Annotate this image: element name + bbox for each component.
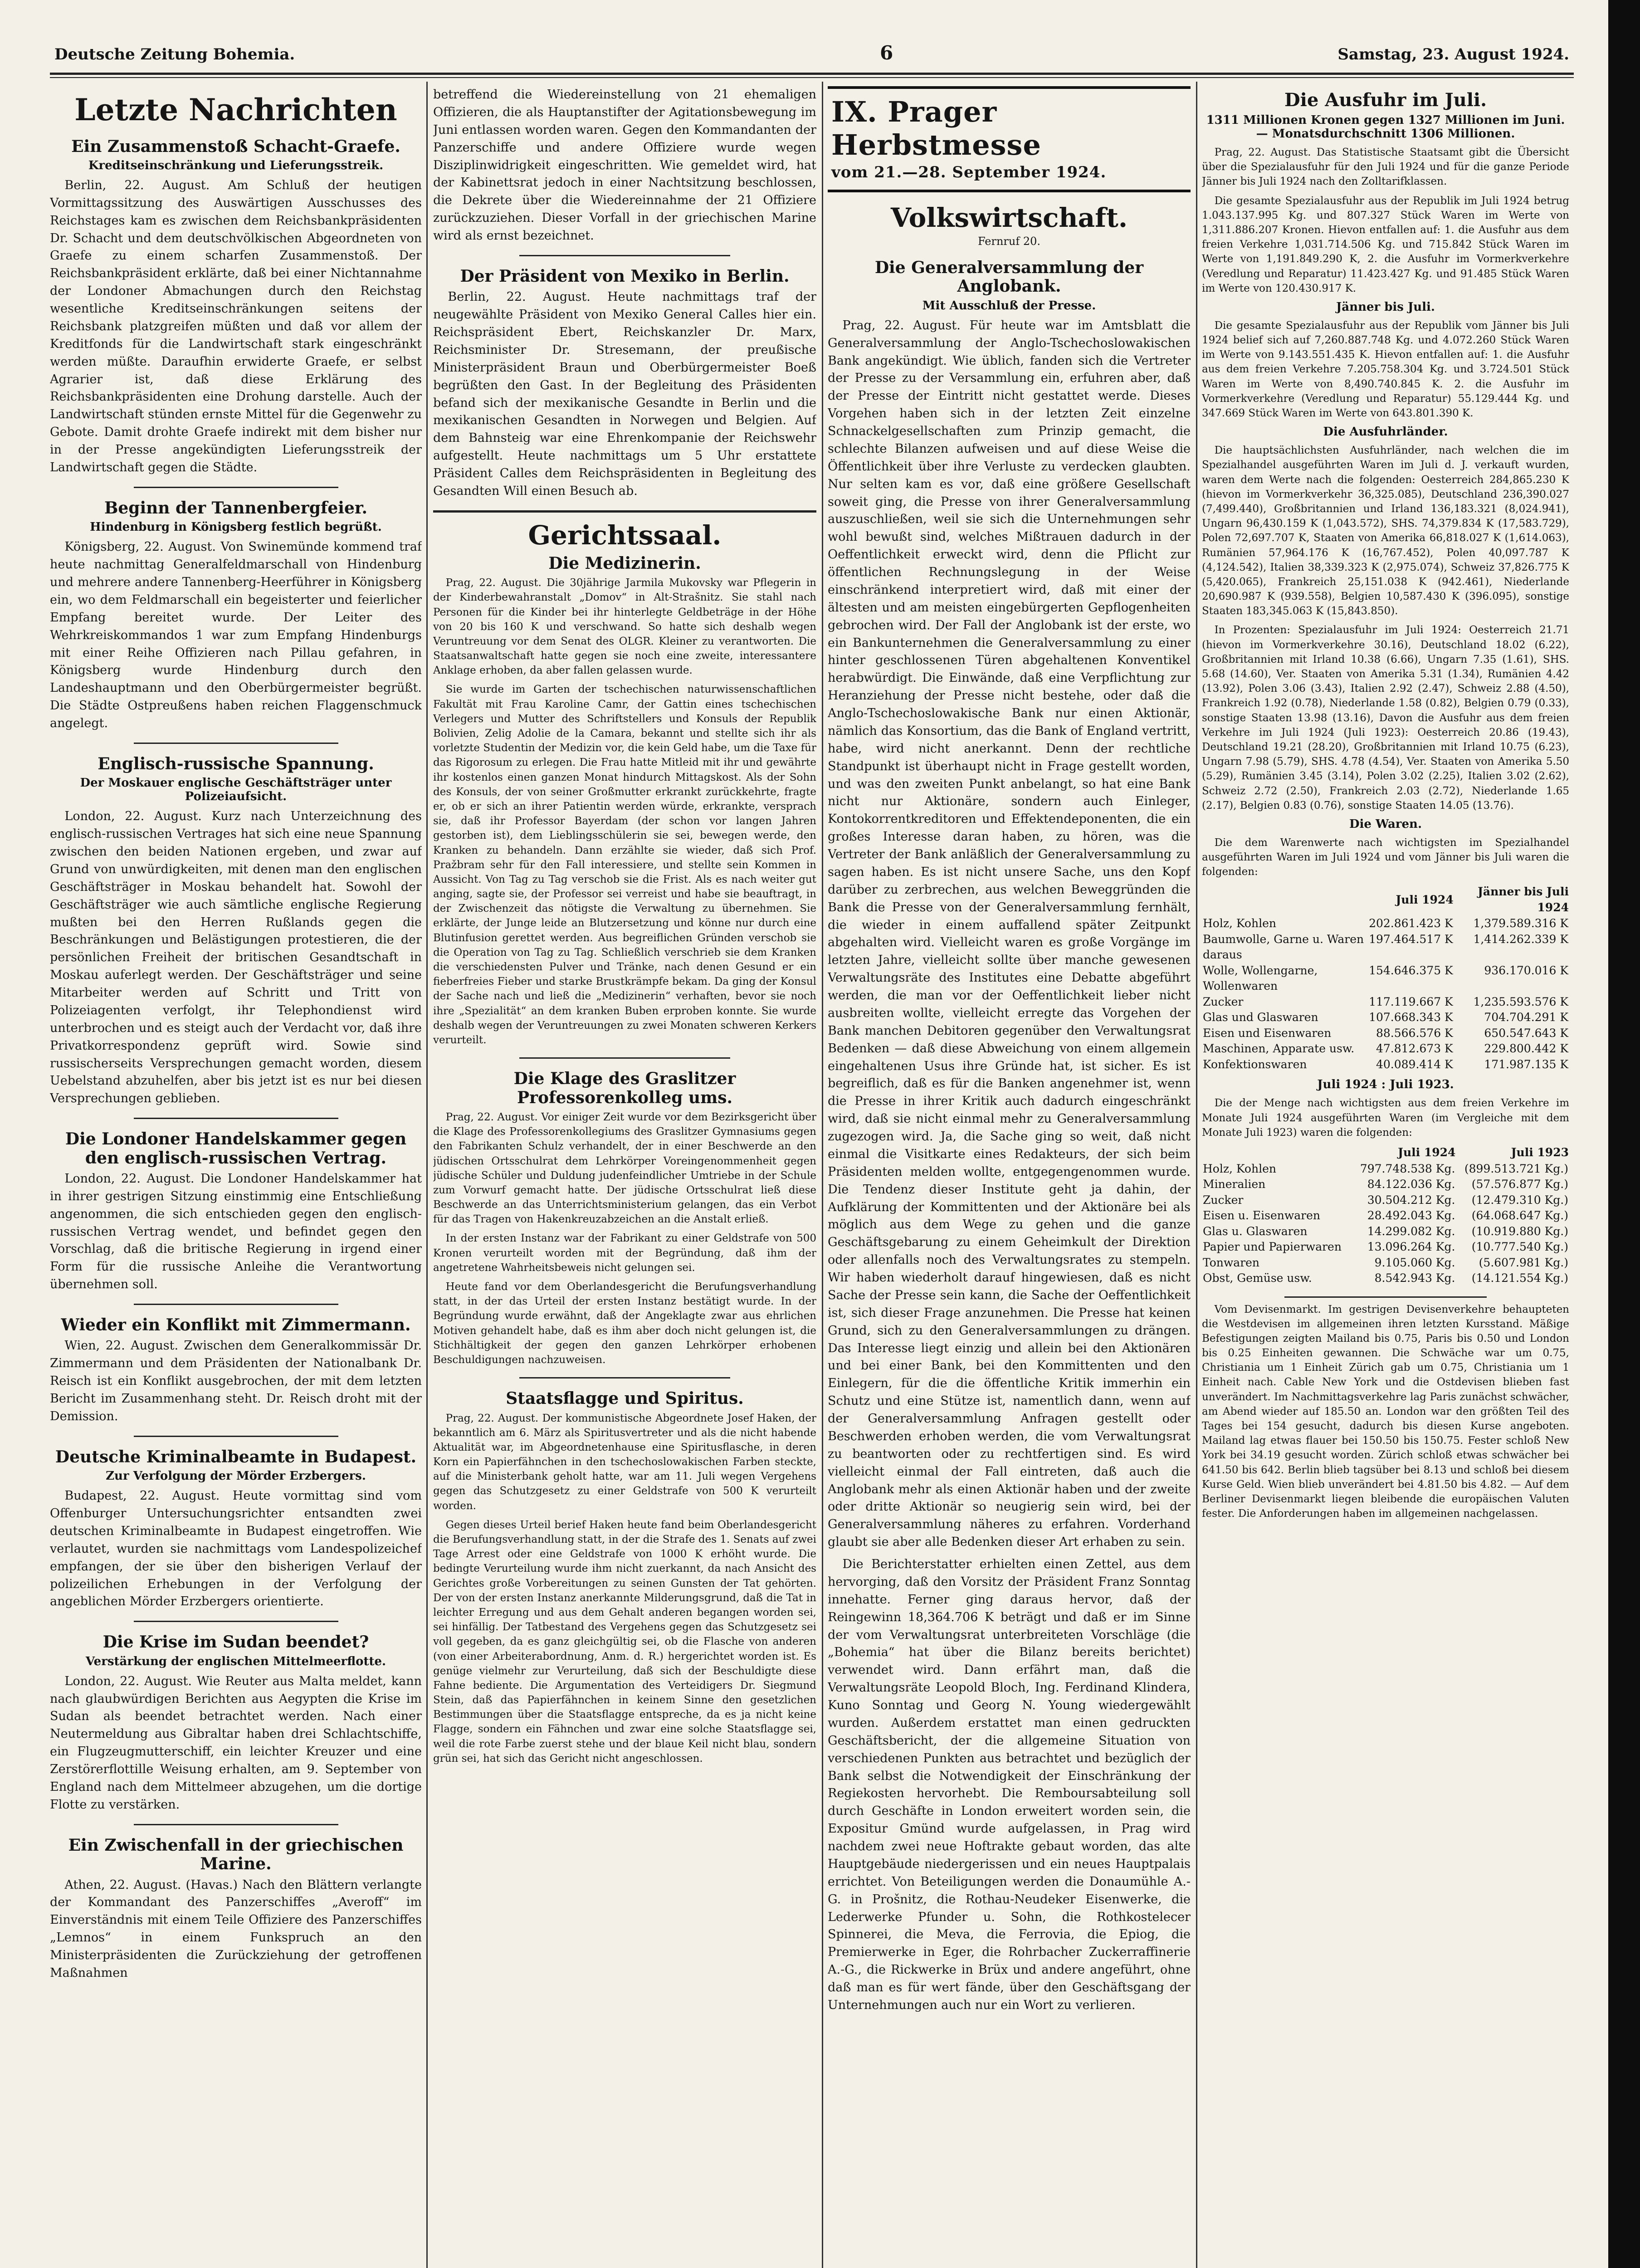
article-body: In Prozenten: Spezialausfuhr im Juli 1924: Oesterreich 21.71 (hievon im Vormerkverkehre 30.16), Deutschland 18.02 (6.22), Großbritannien mit Irland 10.38 (6.66), Ungarn 7.35 (1.61), SHS. 5.68 (14.60), Ver. Staaten von Amerika 5.31 (1.34), Rumänien 4.42 (13.92), Polen 3.06 (3.43), Italien 2.92 (2.47), Schweiz 2.88 (4.50), Frankreich 1.92 (0.78), Niederlande 1.58 (0.82), Belgien 0.79 (0.33), sonstige Staaten 13.98 (13.16), Davon die Ausfuhr aus dem freien Verkehre im Juli 1924 (Juli 1923): Oesterreich 20.86 (19.43), Deutschland 19.21 (28.20), Großbritannien mit Irland 10.75 (6.23), Ungarn 7.98 (5.79), SHS. 4.78 (4.54), Ver. Staaten von Amerika 5.50 (5.29), Rumänien 3.45 (3.14), Polen 3.02 (2.25), Italien 3.02 (2.62), Schweiz 2.72 (2.50), Frankreich 2.03 (2.72), Niederlande 1.65 (2.17), Belgien 0.83 (0.76), sonstige Staaten 14.05 (13.76). <box>1202 624 1569 811</box>
table-cell-value: 650.547.643 K <box>1484 1026 1568 1040</box>
subsection-heading: Juli 1924 : Juli 1923. <box>1317 1078 1454 1092</box>
table-row <box>1202 932 1569 963</box>
table-row <box>1202 994 1569 1010</box>
section-title: Volkswirtschaft. <box>890 202 1128 233</box>
article-body: Prag, 22. August. Die 30jährige Jarmila Mukovsky war Pflegerin in der Kinderbewahranstalt „Domov“ in Alt-Strašnitz. Sie stahl nach Personen für die Kinder bei ihr hinterlegte Geldbeträge in der Höhe von 20 bis 160 K und verschwand. So hatte sich deshalb wegen Veruntreuung vor dem Senat des OLGR. Kleiner zu verantworten. Die Staatsanwaltschaft hatte gegen sie noch eine zweite, interessantere Anklage erhoben, da aber fallen gelassen wurde. <box>433 577 816 677</box>
table-cell-value: (14.121.554 Kg.) <box>1471 1271 1568 1285</box>
table-cell-label: Holz, Kohlen <box>1203 917 1276 930</box>
article-separator <box>519 255 730 256</box>
column-4 <box>1202 86 1569 2268</box>
article-subhead: 1311 Millionen Kronen gegen 1327 Millionen im Juni. — Monatsdurchschnitt 1306 Millionen. <box>1206 113 1565 141</box>
table-cell-value: 171.987.135 K <box>1484 1057 1568 1071</box>
article-subhead: Hindenburg in Königsberg festlich begrüßt. <box>90 520 382 534</box>
table-row <box>1202 1255 1569 1271</box>
article-body: Prag, 22. August. Der kommunistische Abgeordnete Josef Haken, der bekanntlich am 6. März als Spiritusvertreter und als die nicht habende Aktualität war, im Abgeordnetenhause eine Spiritusflasche, in deren Korn ein Papierfähnchen in den tschechoslowakischen Farben steckte, auf die Ministerbank geholt hatte, war am 11. Juli wegen Vergehens gegen das Schutzgesetz zu einer Geldstrafe von 500 K verurteilt worden. <box>433 1412 816 1512</box>
table-cell-value: (57.576.877 Kg.) <box>1471 1178 1568 1191</box>
article-subhead: Verstärkung der englischen Mittelmeerflotte. <box>85 1654 386 1668</box>
article-headline: Die Klage des Graslitzer Professorenkolleg ums. <box>513 1069 736 1107</box>
article-body: Athen, 22. August. (Havas.) Nach den Blättern verlangte der Kommandant des Panzerschiffes „Averoff“ im Einverständnis mit einem Teile Offiziere des Panzerschiffes „Lemnos“ in einem Funkspruch an den Ministerpräsidenten die Zurückziehung der getroffenen Maßnahmen <box>50 1877 422 1980</box>
table-row <box>1202 963 1569 994</box>
table-cell-value: (899.513.721 Kg.) <box>1464 1162 1568 1175</box>
table-header: Juli 1923 <box>1511 1146 1569 1159</box>
article-body: Prag, 22. August. Vor einiger Zeit wurde vor dem Bezirksgericht über die Klage des Professorenkollegiums des Graslitzer Gymnasiums gegen den Fabrikanten Schulz verhandelt, der in einer Beschwerde an den jüdischen Ortsschulrat dem Lehrkörper Voreingenommenheit gegen jüdische Schüler und Duldung judenfeindlicher Umtriebe in der Schule zum Vorwurf gemacht hatte. Der jüdische Ortsschulrat ließ diese Beschwerde an das Unterrichtsministerium gelangen, das ein Verbot für das Tragen von Hakenkreuzabzeichen an die Anstalt erließ. <box>433 1111 816 1226</box>
table-cell-label: Konfektionswaren <box>1203 1057 1307 1071</box>
table-cell-value: 13.096.264 Kg. <box>1367 1240 1455 1253</box>
table-row <box>1202 1177 1569 1193</box>
export-quantity-table <box>1202 1144 1569 1286</box>
article-body: Prag, 22. August. Für heute war im Amtsblatt die Generalversammlung der Anglo-Tschechoslowakischen Bank angekündigt. Wie üblich, fanden sich die Vertreter der Presse zu der Versammlung ein, erfuhren aber, daß der Presse der Eintritt nicht gestattet werde. Dieses Vorgehen haben sich in der letzten Zeit einzelne Schnackelgesellschaften zum Prinzip gemacht, die schlechte Bilanzen aufweisen und auf diese Weise die Öffentlichkeit über ihre Verluste zu verdecken glaubten. Nur selten kam es vor, daß eine größere Gesellschaft soweit ging, die Presse von ihrer Generalversammlung auszuschließen, weil sie sich die Unternehmungen sehr wohl bewußt sind, welches Mißtrauen dadurch in der Oeffentlichkeit erweckt wird, denn die Pflicht zur öffentlichen Rechnungslegung in der Weise einschränkend interpretiert wird, daß mit einer der ältesten und am meisten eingebürgerten Gepflogenheiten gebrochen wird. Der Fall der Anglobank ist der erste, wo ein Bankunternehmen die Generalversammlung zu einer hinter geschlossenen Türen abgehaltenen Konventikel herabwürdigt. Die Einwände, daß eine Verpflichtung zur Heranziehung der Presse nicht bestehe, oder daß die Anglo-Tschechoslowakische Bank nur einen Aktionär, nämlich das Konsortium, das die Bank of England vertritt, habe, wird nicht anerkannt. Denn der rechtliche Standpunkt ist überhaupt nicht in Frage gestellt worden, und was den zweiten Punkt anbelangt, so hat eine Bank nicht nur Aktionäre, sondern auch Einleger, Kontokorrentkreditoren und Effektendeponenten, die ein großes Interesse daran haben, zu hören, was die Vertreter der Bank anläßlich der Generalversammlung zu sagen haben. Es ist nicht unsere Sache, uns den Kopf darüber zu zerbrechen, aus welchen Beweggründen die Bank die Presse von der Generalversammlung fernhält, die wieder in einem auffallend später Zeitpunkt abgehalten wird. Vielleicht waren es große Vorgänge im letzten Jahre, vielleicht sollte über manche gewesenen Verwaltungsräte des Institutes eine Debatte abgeführt werden, die man vor der Oeffentlichkeit lieber nicht ausbreiten wollte, vielleicht erregte das Vorgehen der Bank manchen Debitoren gegenüber den Verwaltungsrat Bedenken — daß diese Abweichung von einem allgemein eingehaltenen Usus ihre Gründe hat, ist sicher. Es ist begreiflich, daß es für die Banken angenehmer ist, wenn die Presse in ihrer Kritik auch dadurch eingeschränkt wird, daß sie nicht einmal mehr zu Generalversammlung zugezogen wird. Ja, die Sache ging so weit, daß nicht einmal die Visitkarte eines Redakteurs, der sich beim Präsidenten melden wollte, entgegengenommen wurde. Die Tendenz dieser Institute geht ja dahin, der Aufklärung der Kommittenten und der Aktionäre bei als möglich aus dem Wege zu gehen und die ganze Geschäftsgebarung zu einem Geheimkult der Direktion oder allenfalls noch des Verwaltungsrates zu stempeln. Wir haben wiederholt darauf hingewiesen, daß es nicht Sache der Presse sein kann, die Sache der Oeffentlichkeit ist, sich dieser Frage anzunehmen. Die Presse hat keinen Grund, sich zu den Generalversammlungen zu drängen. Das Interesse liegt einzig und allein bei den Aktionären und bei einer Bank, bei den Kommittenten und den Einlegern, für die die öffentliche Kritik immerhin ein Schutz und eine Stütze ist, namentlich dann, wenn auf der Generalversammlung Anfragen gestellt oder Beschwerden erhoben werden, die vom Verwaltungsrat zu beantworten oder zu rechtfertigen sind. Es wird vielleicht einmal der Fall eintreten, daß auch die Anglobank mehr als einen Aktionär haben und der zweite oder dritte Aktionär so neugierig sein wird, bei der Generalversammlung näheres zu erfahren. Vorderhand glaubt sie aber alle Bedenken dieser Art erhaben zu sein. <box>828 318 1191 1549</box>
page-header <box>54 42 1569 69</box>
paper-name: Deutsche Zeitung Bohemia. <box>54 45 295 64</box>
article-headline: Die Generalversammlung der Anglobank. <box>874 258 1144 296</box>
column-divider <box>426 82 428 2268</box>
article-body: Die dem Warenwerte nach wichtigsten im Spezialhandel ausgeführten Waren im Juli 1924 und vom Jänner bis Juli waren die folgenden: <box>1202 836 1569 878</box>
article-body: Die der Menge nach wichtigsten aus dem freien Verkehre im Monate Juli 1924 ausgeführten Waren (im Vergleiche mit dem Monate Juli 1923) waren die folgenden: <box>1202 1097 1569 1139</box>
article-separator <box>134 487 338 488</box>
table-cell-label: Baumwolle, Garne u. Waren daraus <box>1203 932 1364 962</box>
article-headline: Wieder ein Konflikt mit Zimmermann. <box>61 1315 411 1335</box>
article-body: Prag, 22. August. Das Statistische Staatsamt gibt die Übersicht über die Spezialausfuhr für den Juli 1924 und für die ganze Periode Jänner bis Juli 1924 nach den Zolltarifklassen. <box>1202 147 1569 188</box>
table-row <box>1202 916 1569 932</box>
article-body: Die gesamte Spezialausfuhr aus der Republik im Juli 1924 betrug 1.043.137.995 Kg. und 807.327 Stück Waren im Werte von 1,311.886.207 Kronen. Hievon entfallen auf: 1. die Ausfuhr aus dem freien Verkehre 1,031.714.506 Kg. und 715.842 Stück Waren im Werte von 1,191.849.290 K, 2. die Ausfuhr im Vormerkverkehre (Veredlung und Reparatur) 11.423.427 Kg. und 91.485 Stück Waren im Werte von 120.430.917 K. <box>1202 195 1569 294</box>
table-cell-value: 40.089.414 K <box>1376 1057 1453 1071</box>
article-body: Heute fand vor dem Oberlandesgericht die Berufungsverhandlung statt, in der das Urteil der ersten Instanz bestätigt wurde. In der Begründung wurde erwähnt, daß der Angeklagte zwar aus ehrlichen Motiven gehandelt habe, daß es ihm aber doch nicht gelungen ist, die Stichhältigkeit der gegen den ganzen Lehrkörper erhobenen Beschuldigungen nachzuweisen. <box>433 1281 816 1366</box>
article-separator <box>134 1824 338 1825</box>
table-cell-label: Wolle, Wollengarne, Wollenwaren <box>1203 963 1318 993</box>
table-cell-value: 1,414.262.339 K <box>1473 932 1568 946</box>
article-subhead: Der Moskauer englische Geschäftsträger unter Polizeiaufsicht. <box>80 776 392 804</box>
column-divider <box>822 82 823 2268</box>
article-separator <box>134 1304 338 1305</box>
article-headline: Staatsflagge und Spiritus. <box>506 1389 744 1408</box>
table-row <box>1202 1193 1569 1208</box>
article-separator <box>134 743 338 744</box>
article-headline: Die Ausfuhr im Juli. <box>1284 89 1487 111</box>
article-body: London, 22. August. Wie Reuter aus Malta meldet, kann nach glaubwürdigen Berichten aus Aegypten die Krise im Sudan als beendet betrachtet werden. Nach einer Neutermeldung aus Gibraltar haben drei Schlachtschiffe, ein Flugzeugmutterschiff, ein leichter Kreuzer und eine Zerstörerflottille Weisung erhalten, am 9. September von England nach dem Mittelmeer abzugehen, um die dortige Flotte zu verstärken. <box>50 1674 422 1812</box>
article-body: Die gesamte Spezialausfuhr aus der Republik vom Jänner bis Juli 1924 belief sich auf 7,260.887.748 Kg. und 4.072.260 Stück Waren im Werte von 9.143.551.435 K. Hievon entfallen auf: 1. die Ausfuhr aus dem freien Verkehre 7.205.758.304 Kg. und 3.724.501 Stück Waren im Werte von 8,490.740.845 K. 2. die Ausfuhr im Vormerkverkehre (Veredlung und Reparatur) 55.129.444 Kg. und 347.669 Stück Waren im Werte von 643.801.390 K. <box>1202 319 1569 419</box>
article-headline: Deutsche Kriminalbeamte in Budapest. <box>55 1447 417 1466</box>
table-row <box>1202 1224 1569 1240</box>
article-body: Die hauptsächlichsten Ausfuhrländer, nach welchen die im Spezialhandel ausgeführten Waren im Juli d. J. verkauft wurden, waren dem Werte nach die folgenden: Oesterreich 284,865.230 K (hievon im Vormerkverkehr 36,325.085), Deutschland 236,390.027 (7,499.440), Großbritannien und Irland 136,183.321 (8,024.941), Ungarn 96,430.159 K (1,043.572), SHS. 74,379.834 K (17,583.729), Polen 72,697.707 K, Staaten von Amerika 66,818.027 K (1,614.063), Rumänien 57,964.176 K (16,767.452), Polen 40,097.787 K (4,124.542), Italien 38,339.323 K (2,975.074), Schweiz 37,826.775 K (5,420.065), Frankreich 25,151.038 K (942.461), Niederlande 20,690.987 K (939.558), Belgien 10,587.430 K (396.095), sonstige Staaten 183,345.063 K (15,843.850). <box>1202 445 1569 617</box>
table-cell-value: (64.068.647 Kg.) <box>1471 1209 1568 1222</box>
table-cell-value: (10.919.880 Kg.) <box>1471 1224 1568 1238</box>
section-title: Gerichtssaal. <box>528 519 722 551</box>
column-1 <box>50 86 422 2268</box>
article-headline: Der Präsident von Mexiko in Berlin. <box>460 266 790 286</box>
table-header: Juli 1924 <box>1396 893 1454 906</box>
table-cell-value: 88.566.576 K <box>1376 1026 1453 1040</box>
table-cell-value: 197.464.517 K <box>1369 932 1453 946</box>
table-cell-value: 14.299.082 Kg. <box>1367 1224 1455 1238</box>
table-cell-value: 936.170.016 K <box>1484 963 1568 977</box>
table-cell-label: Glas und Glaswaren <box>1203 1011 1318 1024</box>
table-cell-label: Obst, Gemüse usw. <box>1203 1271 1312 1285</box>
table-cell-value: 9.105.060 Kg. <box>1374 1256 1455 1269</box>
banner-dates: vom 21.—28. September 1924. <box>831 163 1107 181</box>
subsection-heading: Die Ausfuhrländer. <box>1323 425 1448 439</box>
table-cell-label: Eisen u. Eisenwaren <box>1203 1209 1321 1222</box>
column-divider <box>1196 82 1197 2268</box>
article-subhead: Mit Ausschluß der Presse. <box>922 298 1096 313</box>
article-body: betreffend die Wiedereinstellung von 21 ehemaligen Offizieren, die als Hauptanstifter der Agitationsbewegung im Juni entlassen worden waren. Gegen den Kommandanten der Panzerschiffe und andere Offiziere wurde wegen Disziplinwidrigkeit eingeschritten. Wie gemeldet wird, hat der Kabinettsrat jedoch in einer Nachtsitzung beschlossen, die Dekrete über die Wiedereinnahme der 21 Offiziere zurückzuziehen. Dieser Vorfall in der griechischen Marine wird als ernst bezeichnet. <box>433 88 816 243</box>
table-row <box>1202 1010 1569 1026</box>
table-cell-value: 30.504.212 Kg. <box>1367 1193 1455 1207</box>
article-headline: Ein Zwischenfall in der griechischen Marine. <box>68 1835 404 1874</box>
table-row <box>1202 1208 1569 1224</box>
table-cell-label: Papier und Papierwaren <box>1203 1240 1342 1253</box>
table-cell-value: 797.748.538 Kg. <box>1360 1162 1455 1175</box>
export-value-table <box>1202 884 1569 1072</box>
table-row <box>1202 1161 1569 1177</box>
table-cell-value: 117.119.667 K <box>1369 995 1453 1008</box>
article-body: Budapest, 22. August. Heute vormittag sind vom Offenburger Untersuchungsrichter entsandten zwei deutschen Kriminalbeamte in Budapest eingetroffen. Wie verlautet, wurden sie nachmittags vom Landespolizeichef empfangen, der sie über den bisherigen Verlauf der polizeilichen Erhebungen in der Verfolgung der angeblichen Mörder Erzbergers orientierte. <box>50 1489 422 1609</box>
scan-edge <box>1608 0 1640 2268</box>
column-3 <box>828 86 1191 2268</box>
table-cell-value: 229.800.442 K <box>1484 1042 1568 1056</box>
article-separator <box>134 1621 338 1622</box>
subsection-heading: Die Waren. <box>1349 817 1422 831</box>
table-row <box>1202 1057 1569 1073</box>
table-cell-value: (12.479.310 Kg.) <box>1471 1193 1568 1207</box>
advertisement-banner <box>828 86 1191 192</box>
table-cell-value: 28.492.043 Kg. <box>1367 1209 1455 1222</box>
table-cell-label: Glas u. Glaswaren <box>1203 1224 1308 1238</box>
article-body: London, 22. August. Die Londoner Handelskammer hat in ihrer gestrigen Sitzung einstimmig eine Entschließung angenommen, die sich entschieden gegen den englisch-russischen Vertrag wendet, und befindet gegen den Vorschlag, daß die britische Regierung in irgend einer Form für die russische Anleihe die Verantwortung übernehmen soll. <box>50 1171 422 1292</box>
table-cell-label: Eisen und Eisenwaren <box>1203 1026 1332 1040</box>
article-headline: Die Medizinerin. <box>548 553 701 573</box>
table-cell-label: Maschinen, Apparate usw. <box>1203 1042 1355 1056</box>
article-headline: Die Londoner Handelskammer gegen den englisch-russischen Vertrag. <box>65 1129 407 1168</box>
column-2 <box>433 86 816 2268</box>
table-cell-value: 84.122.036 Kg. <box>1367 1178 1455 1191</box>
article-headline: Beginn der Tannenbergfeier. <box>104 498 368 518</box>
article-body: Königsberg, 22. August. Von Swinemünde kommend traf heute nachmittag Generalfeldmarschall von Hindenburg und mehrere andere Tannenberg-Heerführer in Königsberg ein, wo dem Feldmarschall ein begeisterter und feierlicher Empfang bereitet wurde. Der Leiter des Wehrkreiskommandos 1 war zum Empfang Hindenburgs mit einer Reihe Offizieren nach Pillau gefahren, in Königsberg wurde Hindenburg durch den Landeshauptmann und den Oberbürgermeister begrüßt. Die Städte Ostpreußens haben reichen Flaggenschmuck angelegt. <box>50 540 422 730</box>
article-separator <box>519 1057 730 1059</box>
table-cell-value: 704.704.291 K <box>1484 1011 1568 1024</box>
article-separator <box>134 1118 338 1119</box>
table-cell-value: 107.668.343 K <box>1369 1011 1453 1024</box>
banner-title: IX. Prager Herbstmesse <box>831 95 1041 161</box>
article-body: In der ersten Instanz war der Fabrikant zu einer Geldstrafe von 500 Kronen verurteilt worden mit der Begründung, daß ihm der angetretene Wahrheitsbeweis nicht gelungen sei. <box>433 1232 816 1274</box>
article-separator <box>519 1377 730 1378</box>
article-separator <box>1284 1296 1487 1298</box>
table-row <box>1202 1026 1569 1041</box>
table-cell-label: Zucker <box>1203 995 1244 1008</box>
header-rule-thin <box>50 77 1574 78</box>
table-row <box>1202 1271 1569 1286</box>
header-rule <box>50 73 1574 75</box>
article-body: Die Berichterstatter erhielten einen Zettel, aus dem hervorging, daß den Vorsitz der Präsident Franz Sonntag innehatte. Ferner ging daraus hervor, daß der Reingewinn 18,364.706 K beträgt und daß er im Sinne der vom Verwaltungsrat unterbreiteten Vorschläge (die „Bohemia“ hat über die Bilanz bereits berichtet) verwendet wird. Dann erfährt man, daß die Verwaltungsräte Leopold Bloch, Ing. Ferdinand Klindera, Kuno Sonntag und Georg N. Young wiedergewählt wurden. Außerdem erstattet man einen gedruckten Geschäftsbericht, der die allgemeine Situation von verschiedenen Punkten aus betrachtet und bezüglich der Bank selbst die Notwendigkeit der Einschränkung der Regiekosten hervorhebt. Die Remboursabteilung soll durch Geschäfte in London erweitert worden sein, die Expositur Gmünd wurde aufgelassen, in Prag wird nachdem zwei neue Hoftrakte gebaut worden, das alte Hauptgebäude niedergerissen und ein neues Hauptpalais errichtet. Von Beteiligungen werden die Donaumühle A.-G. in Prošnitz, die Rothau-Neudeker Eisenwerke, die Lederwerke Pfunder u. Sohn, die Rothkostelecer Spinnerei, die Meva, die Ferrovia, die Epiog, die Premierwerke in Eger, die Rohrbacher Zuckerraffinerie A.-G., die Rickwerke in Brüx und andere angeführt, ohne daß man es für wert fände, über den Geschäftsgang der Unternehmungen auch nur ein Wort zu verlieren. <box>828 1557 1191 2012</box>
article-headline: Ein Zusammenstoß Schacht-Graefe. <box>71 137 400 156</box>
article-body: Gegen dieses Urteil berief Haken heute fand beim Oberlandesgericht die Berufungsverhandlung statt, in der die Strafe des 1. Senats auf zwei Tage Arrest oder eine Geldstrafe von 1000 K erhöht wurde. Die bedingte Verurteilung wurde ihm nicht zuerkannt, da nach Ansicht des Gerichtes große Vorbereitungen zu seinen Gunsten der Tat gehörten. Der von der ersten Instanz anerkannte Milderungsgrund, daß die Tat in leichter Erregung und aus dem Gehalt anderen begangen worden sei, sei hinfällig. Der Tatbestand des Vergehens gegen das Schutzgesetz sei voll gegeben, da es ganz gleichgültig sei, ob die Flasche von anderen (von einer Arbeiterabordnung, Anm. d. R.) hergerichtet worden ist. Es genüge vielmehr zur Verurteilung, daß sich der Beschuldigte diese Fahne bediente. Die Argumentation des Verteidigers Dr. Siegmund Stein, daß das Papierfähnchen in keinem Sinne den gesetzlichen Bestimmungen über die Staatsflagge entspreche, da es ja nicht keine Flagge, sondern ein Fähnchen und zwar eine solche Staatsflagge sei, weil die rote Farbe zuerst stehe und der blaue Keil nicht blau, sondern grün sei, hat sich das Gericht nicht angeschlossen. <box>433 1519 816 1765</box>
article-subhead: Kreditseinschränkung und Lieferungsstreik. <box>88 158 384 172</box>
article-headline: Die Krise im Sudan beendet? <box>102 1633 369 1652</box>
table-cell-value: 1,235.593.576 K <box>1473 995 1568 1008</box>
article-subhead: Zur Verfolgung der Mörder Erzbergers. <box>106 1469 366 1483</box>
table-cell-value: (5.607.981 Kg.) <box>1479 1256 1568 1269</box>
table-cell-label: Zucker <box>1203 1193 1244 1207</box>
table-cell-value: 1,379.589.316 K <box>1473 917 1568 930</box>
table-cell-value: 8.542.943 Kg. <box>1374 1271 1455 1285</box>
table-cell-value: (10.777.540 Kg.) <box>1471 1240 1568 1253</box>
table-header: Juli 1924 <box>1398 1146 1456 1159</box>
table-cell-value: 154.646.375 K <box>1369 963 1453 977</box>
table-header: Jänner bis Juli 1924 <box>1478 885 1569 914</box>
article-separator <box>134 1436 338 1437</box>
article-body: Sie wurde im Garten der tschechischen naturwissenschaftlichen Fakultät mit Frau Karoline Camr, der Gattin eines tschechischen Verlegers und Mutter des Schriftstellers und Konsuls der Republik Bolivien, Zelig Adolie de la Camara, bekannt und stellte sich ihr als vorletzte Studentin der Medizin vor, die kein Geld habe, um die Taxe für das Rigorosum zu erlegen. Die Frau hatte Mitleid mit ihr und gewährte ihr kostenlos einen ganzen Monat hindurch Mittagskost. Als der Sohn des Konsuls, der von seiner Großmutter erkrankt zurückkehrte, fragte er, ob er sich an ihrer Patientin werden würde, erkrankte, versprach sie, daß ihr Professor Bayerdam (der schon vor langen Jahren gestorben ist), dem Lieblingsschülerin sie sei, bewegen werde, den Kranken zu behandeln. Dann erzählte sie wieder, daß sich Prof. Pražbram sehr für den Fall interessiere, und stellte sein Kommen in Aussicht. Von Tag zu Tag verschob sie die Frist. Als es nach weiter gut anging, sagte sie, der Professor sei verreist und habe sie beauftragt, in der Zwischenzeit das nötigste die Verwaltung zu übernehmen. Sie erklärte, der Junge leide an Blutzersetzung und könne nur durch eine Blutinfusion gerettet werden. Aus begreiflichen Gründen verschob sie die Operation von Tag zu Tag. Schließlich verschrieb sie dem Kranken die verschiedensten Pulver und Tränke, nach denen Gesund er ein fieberfreies Fieber und starke Brustkrämpfe bekam. Da ging der Konsul der Sache nach und ließ die „Medizinerin“ verhaften, bevor sie noch ihre „Spezialität“ an dem kranken Buben erproben konnte. Sie wurde deshalb wegen der Veruntreuungen zu zwei Monaten schweren Kerkers verurteilt. <box>433 684 816 1046</box>
article-headline: Englisch-russische Spannung. <box>98 754 374 773</box>
article-body: Wien, 22. August. Zwischen dem Generalkommissär Dr. Zimmermann und dem Präsidenten der Nationalbank Dr. Reisch ist ein Konflikt ausgebrochen, der mit dem letzten Bericht im Zusammenhang steht. Dr. Reisch droht mit der Demission. <box>50 1339 422 1423</box>
table-cell-label: Mineralien <box>1203 1178 1266 1191</box>
article-body: London, 22. August. Kurz nach Unterzeichnung des englisch-russischen Vertrages hat sich eine neue Spannung zwischen den beiden Nationen ergeben, und zwar auf Grund von unwürdigkeiten, mit denen man den englischen Geschäftsträger in Moskau behandelt hat. Sowohl der Geschäftsträger wie auch sämtliche englische Regierung mußten bei den Herren Rußlands gegen die Beschränkungen und Belästigungen protestieren, die der persönlichen Freiheit der britischen Gesandtschaft in Moskau auferlegt werden. Der Geschäftsträger und seine Mitarbeiter werden auf Schritt und Tritt von Polizeiagenten verfolgt, ihr Telephondienst wird unterbrochen und es steigt auch der Verdacht vor, daß ihre Privatkorrespondenz geprüft wird. Sowie sind russischerseits Versprechungen gemacht worden, diesem Uebelstand abzuhelfen, aber bis jetzt ist es nur bei diesen Versprechungen geblieben. <box>50 809 422 1106</box>
article-body: Berlin, 22. August. Am Schluß der heutigen Vormittagssitzung des Auswärtigen Ausschusses des Reichstages kam es zwischen dem Reichsbankpräsidenten Dr. Schacht und dem deutschvölkischen Abgeordneten von Graefe zu einem scharfen Zusammenstoß. Der Reichsbankpräsident erklärte, daß bei einer Nichtannahme der Londoner Abmachungen durch den Reichstag wesentliche Kreditseinschränkungen seitens der Reichsbank platzgreifen müßten und daß vor allem der Kreditfonds für die Landwirtschaft stark eingeschränkt werden müßte. Daraufhin erwiderte Graefe, er selbst Agrarier ist, daß diese Erklärung des Reichsbankpräsidenten eine Drohung darstelle. Auch der Landwirtschaft stünden ernste Mittel für die Gegenwehr zu Gebote. Damit drohte Graefe indirekt mit dem bisher nur in der Presse angekündigten Lieferungsstreik der Landwirtschaft gegen die Städte. <box>50 178 422 474</box>
issue-date: Samstag, 23. August 1924. <box>1337 45 1569 64</box>
table-row <box>1202 1041 1569 1057</box>
article-body: Berlin, 22. August. Heute nachmittags traf der neugewählte Präsident von Mexiko General Calles hier ein. Reichspräsident Ebert, Reichskanzler Dr. Marx, Reichsminister Dr. Stresemann, der preußische Ministerpräsident Braun und Oberbürgermeister Boeß begrüßten den Gast. In der Begleitung des Präsidenten befand sich der mexikanische Gesandte in Berlin und die mexikanischen Gesandten in Norwegen und Belgien. Auf dem Bahnsteig war eine Ehrenkompanie der Reichswehr aufgestellt. Heute nachmittags um 5 Uhr erstattete Präsident Calles dem Reichspräsidenten in Begleitung des Gesandten Will einen Besuch ab. <box>433 290 816 498</box>
page-number: 6 <box>880 42 893 64</box>
table-row <box>1202 1239 1569 1255</box>
subsection-heading: Jänner bis Juli. <box>1336 300 1435 314</box>
table-cell-label: Tonwaren <box>1203 1256 1260 1269</box>
section-rule <box>433 510 816 513</box>
article-body: Vom Devisenmarkt. Im gestrigen Devisenverkehre behaupteten die Westdevisen im allgemeinen ihren letzten Kursstand. Mäßige Befestigungen zeigten Mailand bis 0.75, Paris bis 0.50 und London bis 0.25 Einheiten gewannen. Die Schwäche war um 0.75, Christiania um 1 Einheit Zürich gab um 0.75, Christiania um 1 Einheit nach. Cable New York und die Ostdevisen blieben fast unverändert. Im Nachmittagsverkehre lag Paris zunächst schwächer, am Abend wieder auf 185.50 an. London war den größten Teil des Tages bei 154 gesucht, dadurch bis diesen Kurse angeboten. Mailand lag etwas flauer bei 150.50 bis 150.75. Fester schloß New York bei 34.19 gesucht worden. Zürich schloß etwas schwächer bei 641.50 bis 642. Berlin blieb tagsüber bei 8.13 und schloß bei diesem Kurse Geld. Wien blieb unverändert bei 4.81.50 bis 4.82. — Auf dem Berliner Devisenmarkt liegen bleibende die europäischen Valuten fester. Die Anforderungen haben im allgemeinen nachgelassen. <box>1202 1303 1569 1520</box>
section-subtitle: Fernruf 20. <box>977 235 1041 248</box>
table-cell-value: 202.861.423 K <box>1369 917 1453 930</box>
table-cell-label: Holz, Kohlen <box>1203 1162 1276 1175</box>
section-title: Letzte Nachrichten <box>74 92 397 127</box>
table-cell-value: 47.812.673 K <box>1376 1042 1453 1056</box>
